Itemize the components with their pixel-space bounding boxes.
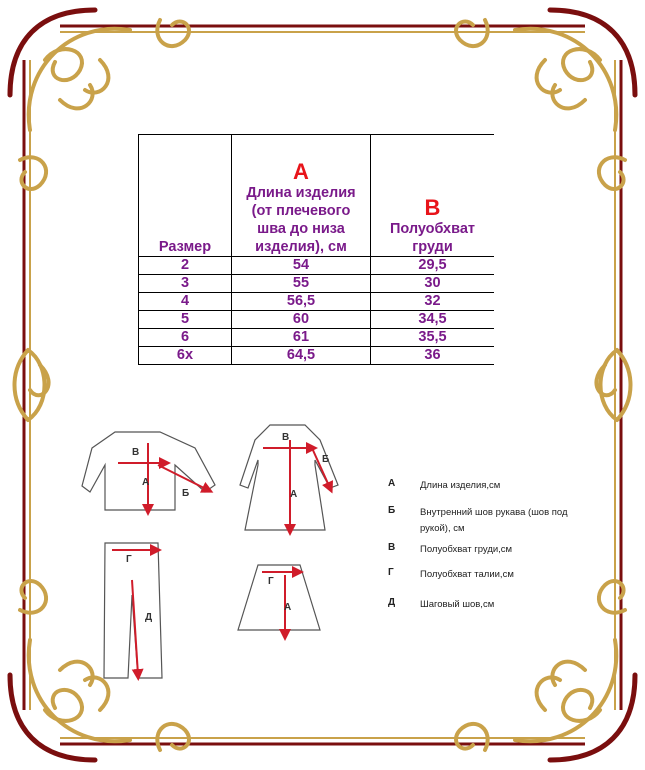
legend-text: Полуобхват талии,см <box>420 569 514 580</box>
cell-b: 29,5 <box>371 257 495 275</box>
legend-letter: Д <box>388 597 396 608</box>
cell-size: 4 <box>139 293 232 311</box>
skirt-label-a: А <box>284 602 292 613</box>
cell-size: 5 <box>139 311 232 329</box>
header-size: Размер <box>139 135 232 257</box>
cell-size: 6х <box>139 347 232 365</box>
legend-letter: В <box>388 542 396 553</box>
cell-a: 54 <box>232 257 371 275</box>
pants-label-g: Г <box>126 554 132 565</box>
header-a-text: Длина изделия (от плечевого шва до низа изделия), см <box>246 185 356 255</box>
cell-b: 35,5 <box>371 329 495 347</box>
cell-b: 36 <box>371 347 495 365</box>
legend-letter: Б <box>388 505 396 516</box>
cell-size: 2 <box>139 257 232 275</box>
cell-a: 56,5 <box>232 293 371 311</box>
cell-a: 60 <box>232 311 371 329</box>
cell-b: 30 <box>371 275 495 293</box>
skirt-label-g: Г <box>268 576 274 587</box>
header-a-letter: А <box>293 159 309 184</box>
dress-label-b: Б <box>322 454 330 465</box>
cell-b: 32 <box>371 293 495 311</box>
cell-size: 3 <box>139 275 232 293</box>
legend-letter: А <box>388 478 396 489</box>
cell-a: 64,5 <box>232 347 371 365</box>
shirt-label-a: А <box>142 477 150 488</box>
pants-label-d: Д <box>145 612 153 623</box>
legend-text: Шаговый шов,см <box>420 599 495 610</box>
header-b-letter: В <box>424 195 441 220</box>
shirt-label-v: В <box>132 447 140 458</box>
legend-text: Полуобхват груди,см <box>420 544 513 555</box>
shirt-label-b: Б <box>182 488 190 499</box>
cell-b: 34,5 <box>371 311 495 329</box>
dress-label-v: В <box>282 432 290 443</box>
cell-size: 6 <box>139 329 232 347</box>
cell-a: 61 <box>232 329 371 347</box>
skirt-outline <box>238 565 320 630</box>
legend-text: Внутренний шов рукава (шов под рукой), см <box>420 507 568 534</box>
dress-label-a: А <box>290 489 298 500</box>
legend-letter: Г <box>388 567 394 578</box>
header-b-text: Полуобхват груди <box>389 221 476 255</box>
cell-a: 55 <box>232 275 371 293</box>
legend-text: Длина изделия,см <box>420 480 501 491</box>
